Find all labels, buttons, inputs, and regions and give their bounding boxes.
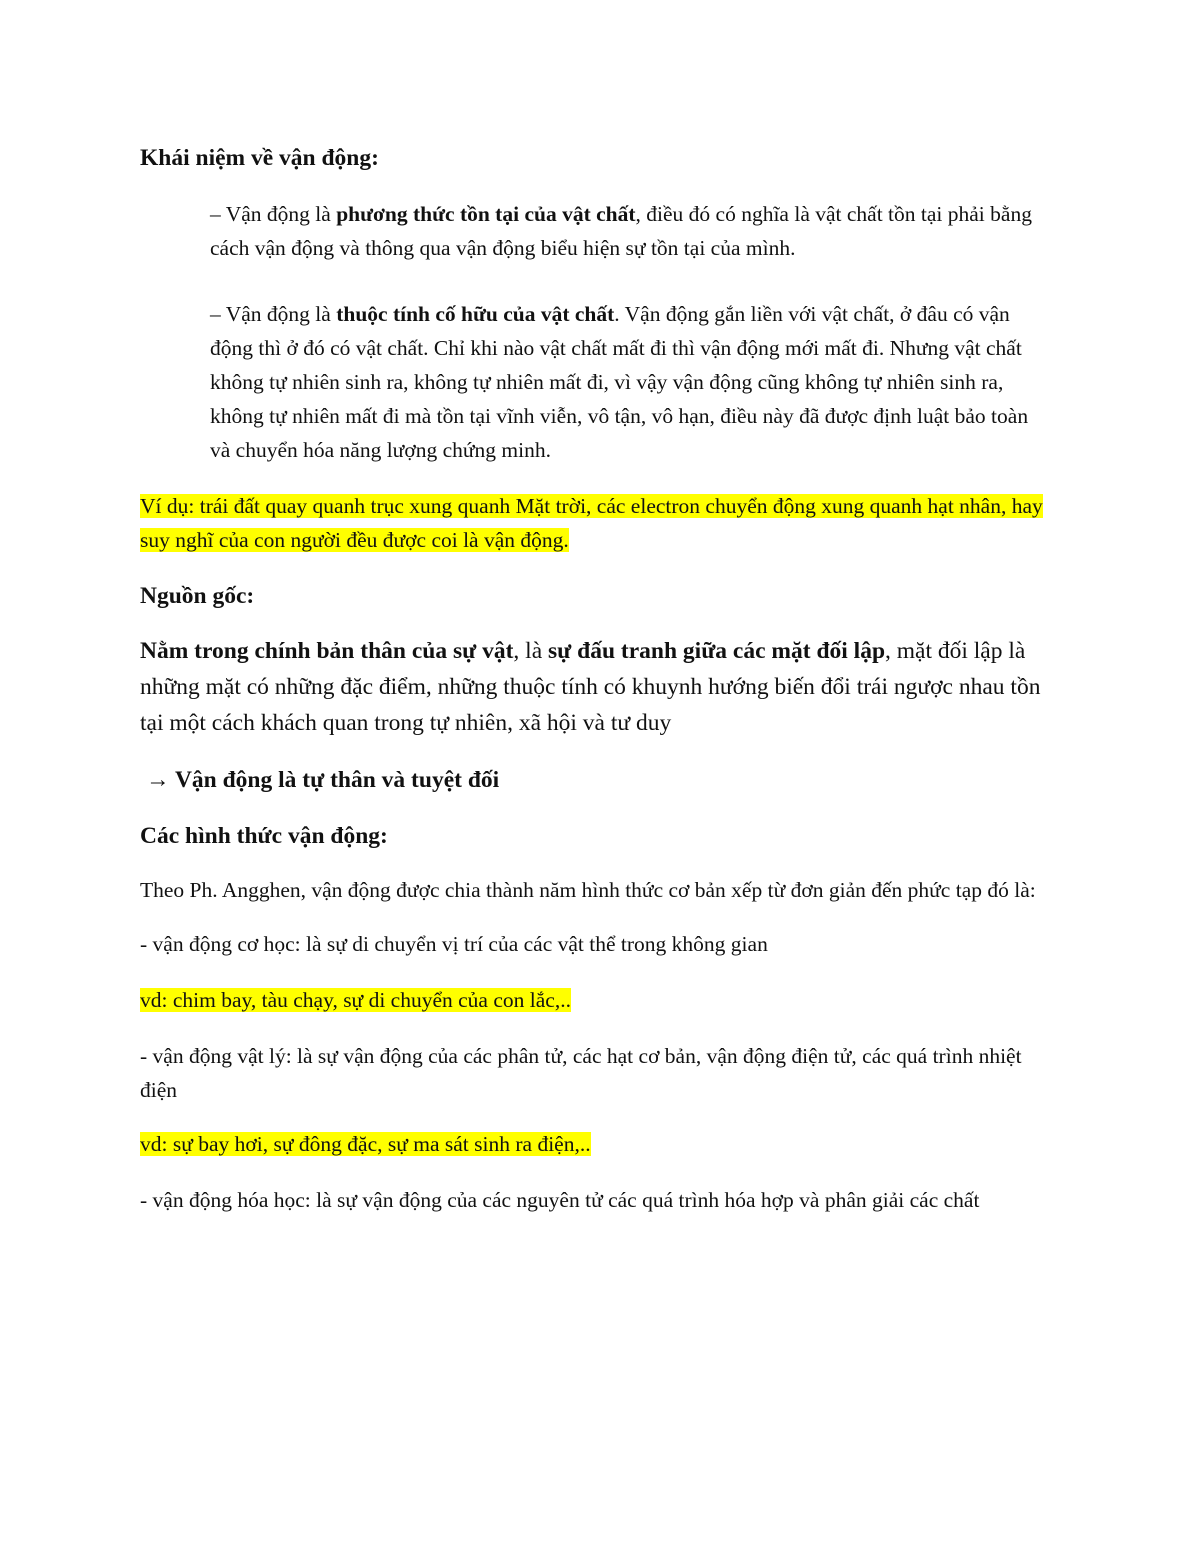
- paragraph-existence-pre: – Vận động là: [210, 202, 337, 226]
- paragraph-origin: [140, 633, 1050, 741]
- example-earth-text: Ví dụ: trái đất quay quanh trục xung quanh Mặt trời, các electron chuyển động xung quanh hạt nhân, hay suy nghĩ của con người đều được coi là vận động.: [140, 494, 1043, 552]
- paragraph-attribute-post: . Vận động gắn liền với vật chất, ở đâu có vận động thì ở đó có vật chất. Chỉ khi nào vật chất mất đi thì vận động mới mất đi. Nhưng vật chất không tự nhiên sinh ra, không tự nhiên mất đi, vì vậy vận động cũng không tự nhiên sinh ra, không tự nhiên mất đi mà tồn tại vĩnh viễn, vô tận, vô hạn, điều này đã được định luật bảo toàn và chuyển hóa năng lượng chứng minh.: [210, 302, 1029, 462]
- paragraph-existence: [210, 197, 1050, 265]
- paragraph-attribute-pre: – Vận động là: [210, 302, 337, 326]
- paragraph-attribute-bold: thuộc tính cố hữu của vật chất: [336, 302, 615, 326]
- forms-intro: Theo Ph. Angghen, vận động được chia thành năm hình thức cơ bản xếp từ đơn giản đến phức tạp đó là:: [140, 878, 1036, 902]
- heading-concept: Khái niệm về vận động:: [140, 145, 379, 171]
- origin-bold-2: sự đấu tranh giữa các mặt đối lập: [548, 638, 886, 664]
- origin-bold-1: Nằm trong chính bản thân của sự vật: [140, 638, 514, 664]
- heading-forms: Các hình thức vận động:: [140, 823, 388, 849]
- origin-mid: , là: [513, 638, 549, 664]
- paragraph-existence-bold: phương thức tồn tại của vật chất: [336, 202, 636, 226]
- example-earth: [140, 489, 1050, 557]
- example-physical: [140, 1127, 1050, 1161]
- conclusion: → Vận động là tự thân và tuyệt đối: [146, 767, 500, 793]
- paragraph-existence-post: , điều đó có nghĩa là vật chất tồn tại phải bằng cách vận động và thông qua vận động biểu hiện sự tồn tại của mình.: [210, 202, 1032, 260]
- example-mechanical: [140, 983, 1050, 1017]
- form-mechanical: - vận động cơ học: là sự di chuyển vị trí của các vật thể trong không gian: [140, 932, 768, 956]
- form-physical: - vận động vật lý: là sự vận động của các phân tử, các hạt cơ bản, vận động điện tử, các quá trình nhiệt điện: [140, 1044, 1022, 1102]
- example-mechanical-text: vd: chim bay, tàu chạy, sự di chuyển của con lắc,..: [140, 988, 571, 1012]
- origin-post: , mặt đối lập là những mặt có những đặc điểm, những thuộc tính có khuynh hướng biến đổi trái ngược nhau tồn tại một cách khách quan trong tự nhiên, xã hội và tư duy: [140, 638, 1041, 736]
- form-chemical: - vận động hóa học: là sự vận động của các nguyên tử các quá trình hóa hợp và phân giải các chất: [140, 1188, 980, 1212]
- paragraph-attribute: [210, 297, 1050, 467]
- heading-origin: Nguồn gốc:: [140, 583, 255, 609]
- example-physical-text: vd: sự bay hơi, sự đông đặc, sự ma sát sinh ra điện,..: [140, 1132, 591, 1156]
